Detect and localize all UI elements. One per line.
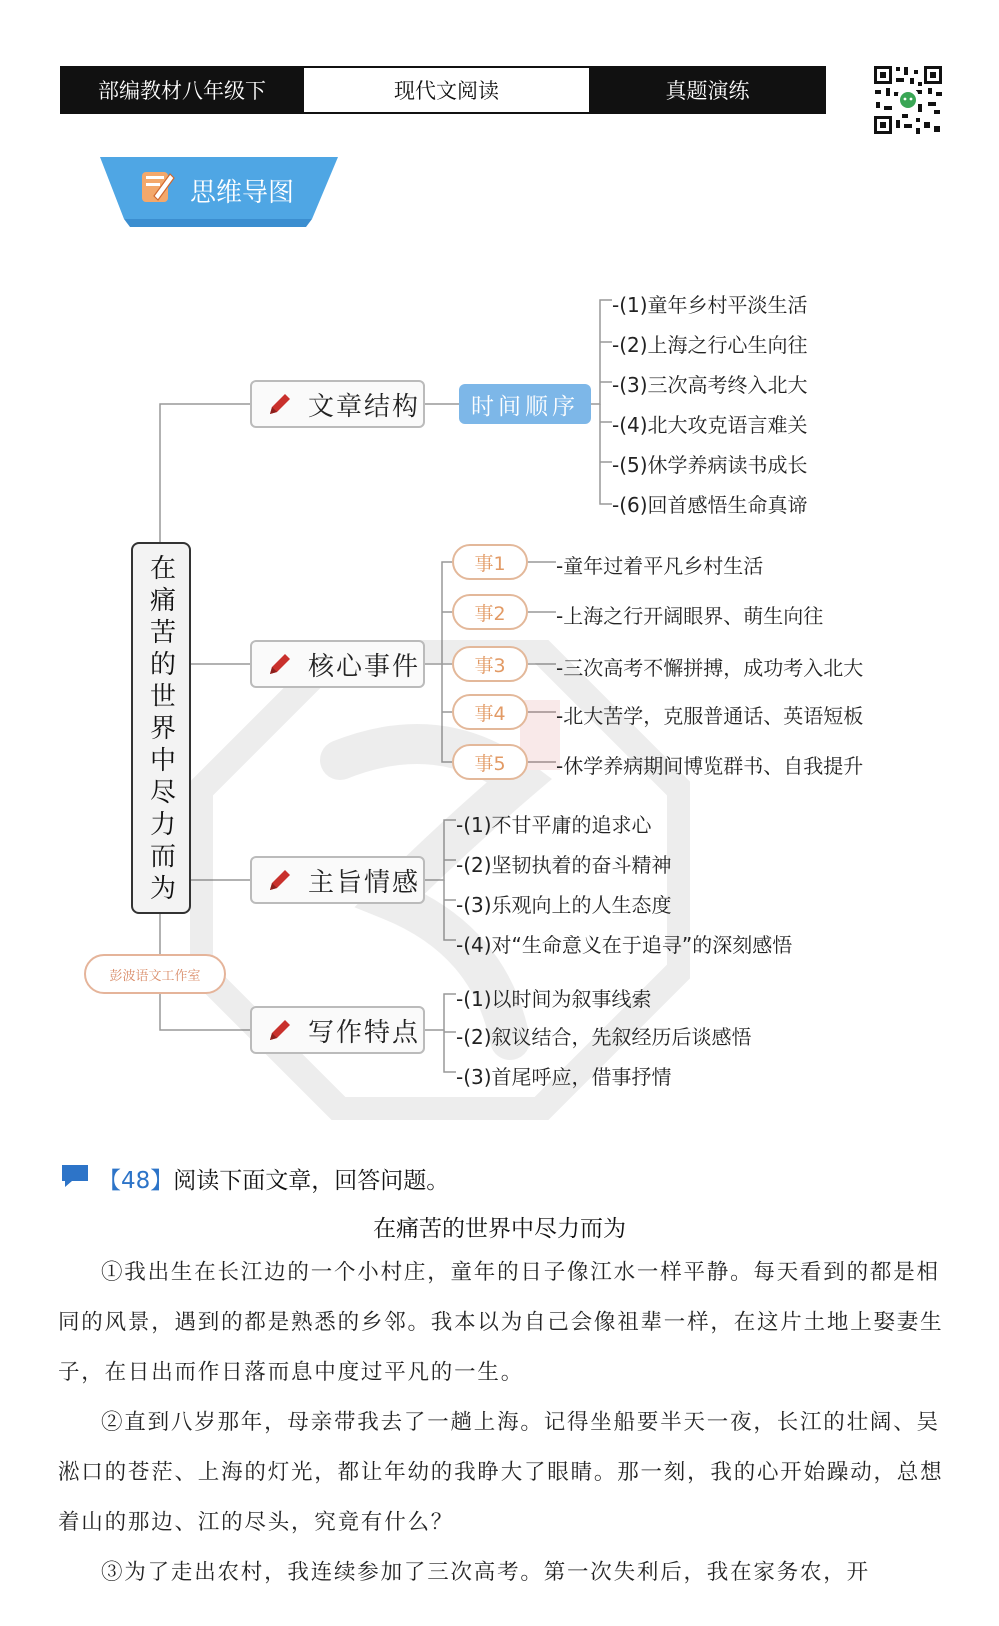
pencil-icon (266, 650, 294, 678)
branch-writing (250, 1006, 425, 1054)
structure-order-tag: 时间顺序 (459, 384, 591, 424)
writing-leaf: -(3)首尾呼应，借事抒情 (456, 1065, 672, 1089)
theme-leaf: -(4)对“生命意义在于追寻”的深刻感悟 (456, 933, 793, 957)
question-prompt (98, 1162, 449, 1195)
question-instruction: 阅读下面文章，回答问题。 (173, 1168, 450, 1194)
writing-leaf: -(2)叙议结合，先叙经历后谈感悟 (456, 1025, 752, 1049)
article-title: 在痛苦的世界中尽力而为 (373, 1216, 626, 1242)
chat-bubble-icon (60, 1163, 90, 1189)
event-tag: 事5 (452, 744, 528, 780)
center-title: 在痛苦的世界中尽力而为 (145, 554, 176, 906)
branch-theme (250, 856, 425, 904)
article-paragraph (58, 1398, 946, 1548)
event-text: -北大苦学，克服普通话、英语短板 (556, 704, 864, 728)
studio-badge: 彭波语文工作室 (84, 954, 226, 994)
question-number: 【48】 (98, 1168, 174, 1194)
mindmap-banner-label: 思维导图 (190, 178, 295, 208)
mindmap-center-node (131, 542, 191, 914)
branch-structure (250, 380, 425, 428)
paragraph-3: ③为了走出农村，我连续参加了三次高考。第一次失利后，我在家务农，开 (101, 1560, 870, 1585)
structure-leaf: -(1)童年乡村平淡生活 (612, 293, 808, 317)
article-paragraph (58, 1248, 946, 1398)
branch-events (250, 640, 425, 688)
branch-events-label: 核心事件 (308, 651, 421, 682)
pencil-icon (266, 1016, 294, 1044)
structure-leaf: -(4)北大攻克语言难关 (612, 413, 808, 437)
event-tag: 事3 (452, 646, 528, 682)
event-tag: 事4 (452, 694, 528, 730)
event-tag: 事1 (452, 544, 528, 580)
structure-leaf: -(6)回首感悟生命真谛 (612, 493, 808, 517)
structure-leaf: -(2)上海之行心生向往 (612, 333, 808, 357)
event-text: -上海之行开阔眼界、萌生向往 (556, 604, 824, 628)
pencil-icon (266, 390, 294, 418)
theme-leaf: -(3)乐观向上的人生态度 (456, 893, 672, 917)
event-text: -童年过着平凡乡村生活 (556, 554, 764, 578)
theme-leaf: -(1)不甘平庸的追求心 (456, 813, 652, 837)
structure-leaf: -(3)三次高考终入北大 (612, 373, 808, 397)
header-section: 真题演练 (591, 68, 824, 112)
header-grade: 部编教材八年级下 (62, 68, 302, 112)
branch-theme-label: 主旨情感 (308, 867, 421, 898)
paragraph-2: ②直到八岁那年，母亲带我去了一趟上海。记得坐船要半天一夜，长江的壮阔、吴淞口的苍茫、上海的灯光，都让年幼的我睁大了眼睛。那一刻，我的心开始躁动，总想着山的那边、江的尽头，究竟有什么？ (58, 1410, 944, 1535)
pencil-icon (266, 866, 294, 894)
branch-structure-label: 文章结构 (308, 391, 421, 422)
structure-leaf: -(5)休学养病读书成长 (612, 453, 808, 477)
header-subject: 现代文阅读 (302, 68, 591, 112)
event-text: -休学养病期间博览群书、自我提升 (556, 754, 864, 778)
event-text: -三次高考不懈拼搏，成功考入北大 (556, 656, 864, 680)
event-tag: 事2 (452, 594, 528, 630)
article-paragraph (58, 1548, 946, 1598)
theme-leaf: -(2)坚韧执着的奋斗精神 (456, 853, 672, 877)
branch-writing-label: 写作特点 (308, 1017, 421, 1048)
paragraph-1: ①我出生在长江边的一个小村庄，童年的日子像江水一样平静。每天看到的都是相同的风景，遇到的都是熟悉的乡邻。我本以为自己会像祖辈一样，在这片土地上娶妻生子，在日出而作日落而息中度过平凡的一生。 (58, 1260, 944, 1385)
writing-leaf: -(1)以时间为叙事线索 (456, 987, 652, 1011)
